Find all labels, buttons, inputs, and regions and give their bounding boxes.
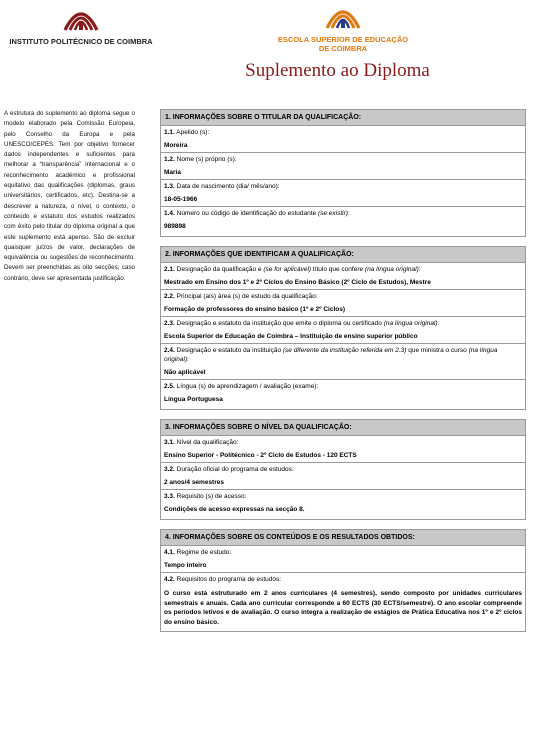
ese-name-line1: ESCOLA SUPERIOR DE EDUCAÇÃO (277, 35, 409, 44)
ipc-emblem-icon (63, 4, 99, 32)
ipc-name: INSTITUTO POLITÉCNICO DE COIMBRA (9, 37, 153, 46)
section-heading: 4. INFORMAÇÕES SOBRE OS CONTEÚDOS E OS RESULTADOS OBTIDOS: (160, 529, 526, 546)
field-label: 3.2. Duração oficial do programa de estudos: (160, 463, 526, 476)
field-label: 3.3. Requisito (s) de acesso: (160, 490, 526, 503)
ipc-logo (8, 4, 154, 46)
field-value: Moreira (160, 139, 526, 153)
field-label: 2.4. Designação e estatuto da instituição (se diferente da instituição referida em 2.3) que ministra o curso (na língua original): (160, 344, 526, 366)
section-heading: 1. INFORMAÇÕES SOBRE O TITULAR DA QUALIFICAÇÃO: (160, 109, 526, 126)
field-label: 4.1. Regime de estudo: (160, 546, 526, 559)
section-holder (160, 109, 526, 237)
field-value: Maria (160, 166, 526, 180)
field-label: 3.1. Nível da qualificação: (160, 436, 526, 449)
page-title: Suplemento ao Diploma (245, 60, 430, 81)
field-value-paragraph: O curso está estruturado em 2 anos curriculares (4 semestres), sendo composto por unidades curriculares semestrais e anuais. Cada ano curricular corresponde a 60 ECTS (30 ECTS/semestre). O ano escolar compreende os períodos letivos e de avaliação. O curso integra a realização de estágios de Prática Educativa nos 1º e 2º ciclos do ensino básico. (160, 586, 526, 632)
field-value: Língua Portuguesa (160, 393, 526, 410)
field-label: 1.3. Data de nascimento (dia/ mês/ano): (160, 180, 526, 193)
field-label: 4.2. Requisitos do programa de estudos: (160, 573, 526, 586)
field-label: 1.1. Apelido (s): (160, 126, 526, 139)
ese-name-line2: DE COIMBRA (318, 44, 368, 53)
field-value: Condições de acesso expressas na secção 8. (160, 503, 526, 520)
section-heading: 2. INFORMAÇÕES QUE IDENTIFICAM A QUALIFICAÇÃO: (160, 246, 526, 263)
field-label: 1.4. Número ou código de identificação do estudante (se existir): (160, 207, 526, 220)
field-value: Mestrado em Ensino dos 1º e 2º Ciclos do Ensino Básico (2º Ciclo de Estudos), Mestre (160, 276, 526, 290)
supplement-form (160, 109, 526, 641)
field-label: 2.3. Designação e estatuto da instituição que emite o diploma ou certificado (na língua original): (160, 317, 526, 330)
field-value: Não aplicável (160, 366, 526, 380)
section-contents (160, 529, 526, 632)
ese-logo (270, 2, 416, 53)
field-label: 1.2. Nome (s) próprio (s): (160, 153, 526, 166)
section-qualification (160, 246, 526, 410)
section-heading: 3. INFORMAÇÕES SOBRE O NÍVEL DA QUALIFICAÇÃO: (160, 419, 526, 436)
ese-emblem-icon (325, 2, 361, 30)
field-value: Escola Superior de Educação de Coimbra – Instituição de ensino superior público (160, 330, 526, 344)
field-value: 18-05-1966 (160, 193, 526, 207)
field-label: 2.2. Principal (ais) área (s) de estudo da qualificação: (160, 290, 526, 303)
field-label: 2.5. Língua (s) de aprendizagem / avaliação (exame): (160, 380, 526, 393)
section-level (160, 419, 526, 520)
field-value: Formação de professores do ensino básico (1º e 2º Ciclos) (160, 303, 526, 317)
field-label: 2.1. Designação da qualificação e (se for aplicável) título que confere (na língua original): (160, 263, 526, 276)
field-value: Tempo inteiro (160, 559, 526, 573)
field-value: Ensino Superior - Politécnico - 2º Ciclo de Estudos - 120 ECTS (160, 449, 526, 463)
field-value: 989898 (160, 220, 526, 237)
intro-text: A estrutura do suplemento ao diploma segue o modelo elaborado pela Comissão Europeia, pelo Conselho da Europa e pela UNESCO/CEPES. Tem por objetivo fornecer dados independentes e suficientes para melhorar a “transparência” internacional e o reconhecimento académico e profissional equitativo das qualificações (diplomas, graus universitários, certificados, etc). Destina-se a descrever a natureza, o nível, o contexto, o conteúdo e estatuto dos estudos realizados com êxito pelo titular do diploma original a que este suplemento está apenso. São de excluir quaisquer juízos de valor, declarações de equivalência ou sugestões de reconhecimento. Devem ser preenchidas as oito secções; caso contrário, deve ser apresentada justificação. (4, 110, 135, 282)
field-value: 2 anos/4 semestres (160, 476, 526, 490)
